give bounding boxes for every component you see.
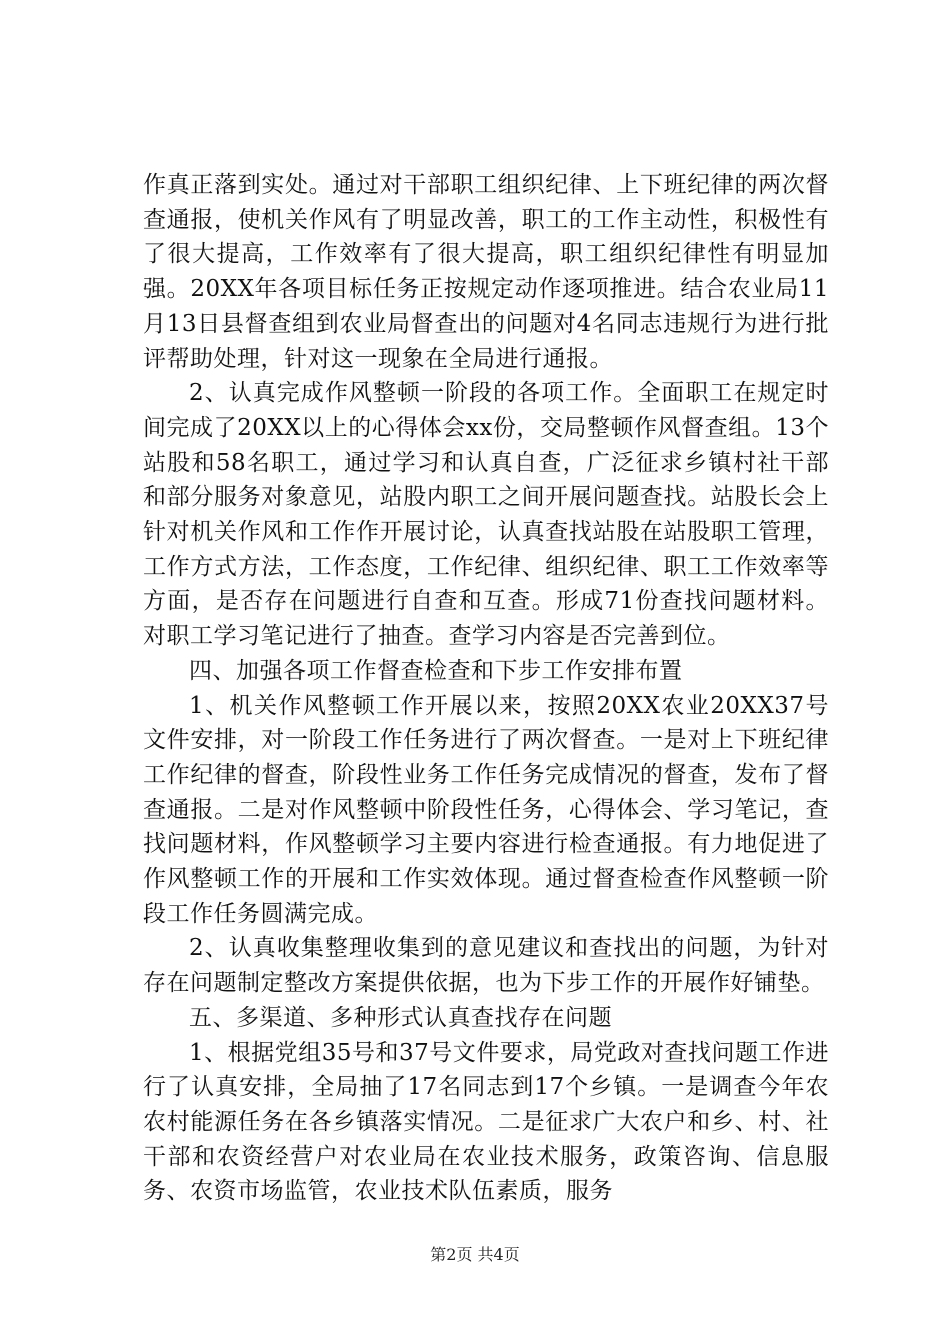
- paragraph-section5-item-1: 1、根据党组35号和37号文件要求，局党政对查找问题工作进行了认真安排，全局抽了17名同志到17个乡镇。一是调查今年农农村能源任务在各乡镇落实情况。二是征求广大农户和乡、村、社干部和农资经营户对农业局在农业技术服务，政策咨询、信息服务、农资市场监管，农业技术队伍素质，服务: [143, 1039, 829, 1205]
- section-heading-5: 五、多渠道、多种形式认真查找存在问题: [189, 1004, 612, 1031]
- paragraph-section4-item-2: 2、认真收集整理收集到的意见建议和查找出的问题，为针对存在问题制定整改方案提供依据，也为下步工作的开展作好铺垫。: [143, 935, 829, 997]
- paragraph-item-2: 2、认真完成作风整顿一阶段的各项工作。全面职工在规定时间完成了20XX以上的心得体会xx份，交局整顿作风督查组。13个站股和58名职工，通过学习和认真自查，广泛征求乡镇村社干部和部分服务对象意见，站股内职工之间开展问题查找。站股长会上针对机关作风和工作作开展讨论，认真查找站股在站股职工管理，工作方式方法，工作态度，工作纪律、组织纪律、职工工作效率等方面，是否存在问题进行自查和互查。形成71份查找问题材料。对职工学习笔记进行了抽查。查学习内容是否完善到位。: [143, 380, 829, 650]
- paragraph-section4-item-1: 1、机关作风整顿工作开展以来，按照20XX农业20XX37号文件安排，对一阶段工作任务进行了两次督查。一是对上下班纪律工作纪律的督查，阶段性业务工作任务完成情况的督查，发布了督查通报。二是对作风整顿中阶段性任务，心得体会、学习笔记，查找问题材料，作风整顿学习主要内容进行检查通报。有力地促进了作风整顿工作的开展和工作实效体现。通过督查检查作风整顿一阶段工作任务圆满完成。: [143, 692, 829, 927]
- section-heading-4: 四、加强各项工作督查检查和下步工作安排布置: [189, 657, 683, 684]
- document-body: [143, 168, 829, 1209]
- paragraph-continuation: 作真正落到实处。通过对干部职工组织纪律、上下班纪律的两次督查通报，使机关作风有了明显改善，职工的工作主动性，积极性有了很大提高，工作效率有了很大提高，职工组织纪律性有明显加强。20XX年各项目标任务正按规定动作逐项推进。结合农业局11月13日县督查组到农业局督查出的问题对4名同志违规行为进行批评帮助处理，针对这一现象在全局进行通报。: [143, 172, 829, 372]
- page-footer: 第2页 共4页: [430, 1245, 520, 1264]
